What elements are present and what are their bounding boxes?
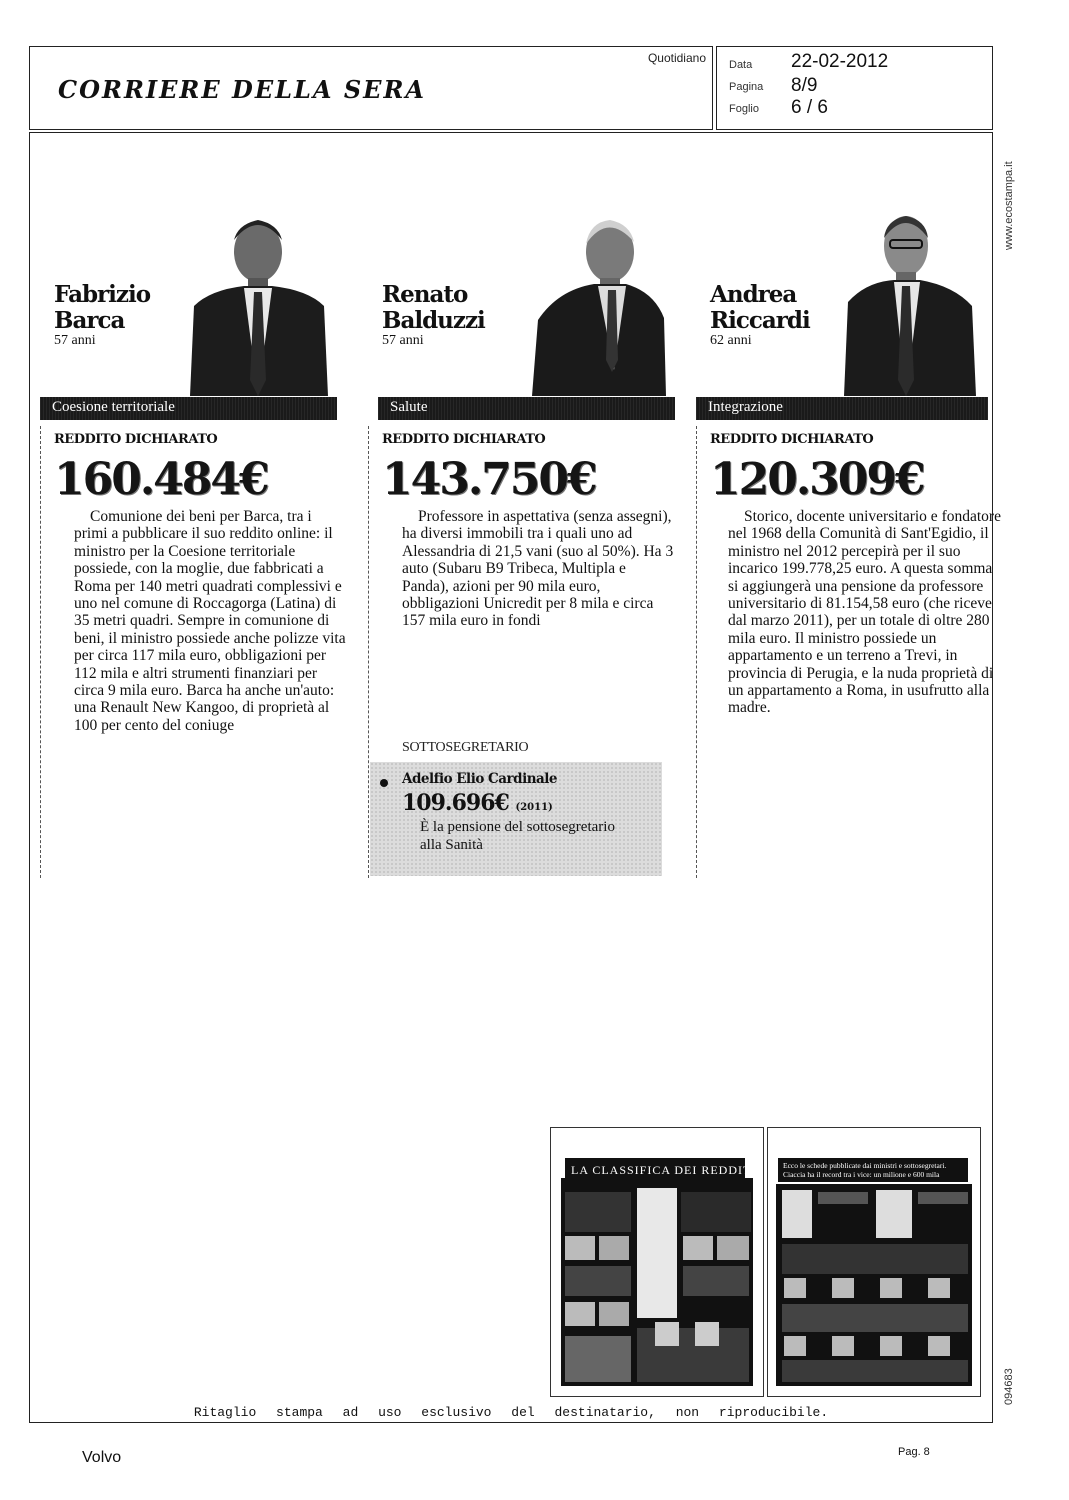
masthead: CORRIERE DELLA SERA (58, 75, 427, 104)
thumbnail-right-title: Ecco le schede pubblicate dai ministri e sottosegretari. Ciaccia ha il record tra i vice: un milione e 600 mila (778, 1158, 968, 1182)
masthead-box (29, 46, 713, 130)
reddito-label: REDDITO DICHIARATO (382, 432, 546, 447)
minister-column-barca (40, 210, 346, 878)
undersecretary-label: SOTTOSEGRETARIO (402, 740, 529, 755)
footer-client: Volvo (82, 1449, 122, 1466)
section-bar: Integrazione (696, 397, 988, 420)
minister-column-riccardi (696, 210, 1001, 878)
undersecretary-amount: 109.696€ (402, 790, 509, 816)
meta-page-value: 8/9 (791, 75, 818, 96)
publication-type: Quotidiano (647, 51, 706, 65)
minister-column-balduzzi (368, 210, 674, 878)
minister-first-name: Renato (382, 281, 468, 308)
minister-age: 62 anni (710, 333, 752, 348)
minister-photo (518, 210, 668, 396)
undersecretary-name: Adelfio Elio Cardinale (402, 771, 557, 787)
minister-photo (836, 210, 986, 396)
meta-date-label: Data (729, 59, 753, 71)
undersecretary-description: È la pensione del sottosegretario alla Sanità (420, 819, 615, 853)
declared-income: 120.309€ (710, 454, 924, 505)
declared-income: 160.484€ (54, 454, 268, 505)
minister-first-name: Andrea (710, 281, 797, 308)
thumbnail-left-title: LA CLASSIFICA DEI REDDITI (565, 1158, 745, 1182)
minister-name (54, 282, 150, 334)
minister-description: Comunione dei beni per Barca, tra i primi a pubblicare il suo reddito online: il ministro per la Coesione territoriale possiede, con la moglie, due fabbricati a Roma per 140 metri quadrati complessivi e uno nel comune di Roccagorga (Latina) di 35 metri quadri. Sempre in comunione di beni, il ministro possiede anche polizze vita per circa 117 mila euro, obbligazioni per 112 mila e altri strumenti finanziari per circa 9 mila euro. Barca ha anche un'auto: una Renault New Kangoo, di proprietà al 100 per cento del coniuge (74, 508, 346, 734)
meta-page-label: Pagina (729, 81, 764, 93)
reddito-label: REDDITO DICHIARATO (710, 432, 874, 447)
minister-description: Professore in aspettativa (senza assegni), ha diversi immobili tra i quali uno ad Alessandria di 21,5 vani (suo al 50%). Ha 3 auto (Subaru B9 Tribeca, Multipla e Panda), azioni per 90 mila euro, obbligazioni Unicredit per 8 mila e circa 157 mila euro in fondi (402, 508, 674, 630)
minister-age: 57 anni (54, 333, 96, 348)
minister-last-name: Balduzzi (382, 307, 485, 334)
minister-last-name: Barca (54, 307, 125, 334)
undersecretary-year: (2011) (515, 802, 553, 813)
column-divider (368, 426, 369, 878)
minister-photo (190, 210, 340, 396)
column-divider (40, 426, 41, 878)
minister-last-name: Riccardi (710, 307, 810, 334)
meta-sheet-label: Foglio (729, 103, 759, 115)
bullet-icon (380, 779, 388, 787)
page-thumbnail-right (767, 1127, 981, 1397)
minister-age: 57 anni (382, 333, 424, 348)
undersecretary-income (402, 790, 553, 816)
reddito-label: REDDITO DICHIARATO (54, 432, 218, 447)
page-thumbnail-left (550, 1127, 764, 1397)
section-bar: Salute (378, 397, 675, 420)
minister-name (710, 282, 810, 334)
meta-date-value: 22-02-2012 (791, 51, 889, 72)
declared-income: 143.750€ (382, 454, 596, 505)
minister-name (382, 282, 485, 334)
section-bar: Coesione territoriale (40, 397, 337, 420)
minister-description: Storico, docente universitario e fondatore nel 1968 della Comunità di Sant'Egidio, il ministro nel 2012 percepirà per il suo incarico 199.778,25 euro. A questa somma si aggiungerà una pensione da professore universitario di 81.154,58 euro (che riceve dal marzo 2011), per un totale di oltre 280 mila euro. Il ministro possiede un appartamento e un terreno a Trevi, in provincia di Perugia, e la nuda proprietà di un appartamento a Roma, in usufrutto alla madre. (728, 508, 1001, 717)
meta-box (716, 46, 993, 130)
side-code: 094683 (1003, 1368, 1015, 1405)
footer-page-number: Pag. 8 (898, 1446, 930, 1458)
column-divider (696, 426, 697, 878)
side-url: www.ecostampa.it (1003, 161, 1015, 250)
undersecretary-box (370, 762, 662, 876)
copyright-notice: Ritaglio stampa ad uso esclusivo del destinatario, non riproducibile. (193, 1405, 829, 1420)
minister-first-name: Fabrizio (54, 281, 151, 308)
meta-sheet-value: 6 / 6 (791, 97, 828, 118)
